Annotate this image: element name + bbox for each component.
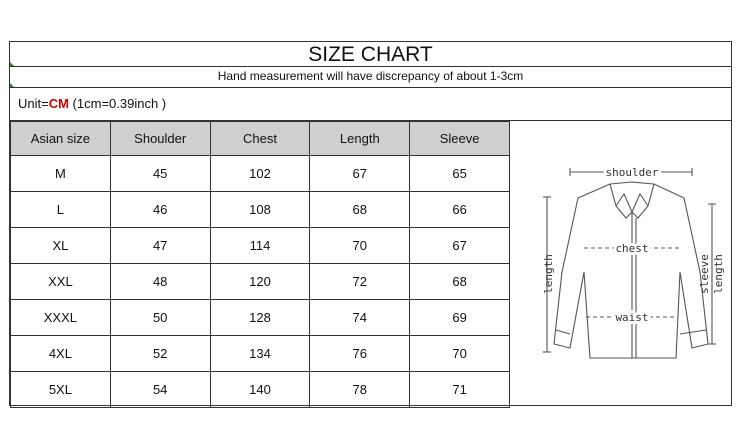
cell-length: 70: [310, 228, 410, 264]
cell-sleeve: 71: [410, 372, 510, 408]
chart-title: SIZE CHART: [10, 42, 731, 67]
waist-label: waist: [615, 311, 649, 324]
cell-size: 4XL: [11, 336, 111, 372]
unit-prefix: Unit=: [18, 96, 49, 111]
table-row: [11, 300, 510, 336]
unit-line: [10, 87, 731, 121]
table-row: [11, 228, 510, 264]
cell-length: 78: [310, 372, 410, 408]
cell-sleeve: 66: [410, 192, 510, 228]
cell-length: 74: [310, 300, 410, 336]
cell-shoulder: 47: [110, 228, 210, 264]
cell-chest: 140: [210, 372, 310, 408]
unit-suffix: (1cm=0.39inch ): [68, 96, 167, 111]
measurement-note: Hand measurement will have discrepancy of about 1-3cm: [10, 66, 731, 88]
cell-chest: 134: [210, 336, 310, 372]
cell-length: 67: [310, 156, 410, 192]
cell-size: 5XL: [11, 372, 111, 408]
cell-length: 72: [310, 264, 410, 300]
header-length: Length: [310, 122, 410, 156]
table-row: [11, 336, 510, 372]
header-shoulder: Shoulder: [110, 122, 210, 156]
table-row: [11, 192, 510, 228]
cell-length: 68: [310, 192, 410, 228]
cell-sleeve: 70: [410, 336, 510, 372]
cell-size: XXL: [11, 264, 111, 300]
cell-shoulder: 50: [110, 300, 210, 336]
header-chest: Chest: [210, 122, 310, 156]
cell-shoulder: 46: [110, 192, 210, 228]
cell-shoulder: 54: [110, 372, 210, 408]
cell-size: M: [11, 156, 111, 192]
cell-chest: 108: [210, 192, 310, 228]
cell-shoulder: 52: [110, 336, 210, 372]
size-table: [10, 121, 510, 408]
cell-chest: 102: [210, 156, 310, 192]
chest-label: chest: [615, 242, 649, 255]
sleeve-label-2: length: [712, 254, 725, 294]
cell-sleeve: 67: [410, 228, 510, 264]
unit-value: CM: [48, 96, 69, 111]
cell-shoulder: 48: [110, 264, 210, 300]
cell-size: XXXL: [11, 300, 111, 336]
table-row: [11, 264, 510, 300]
sleeve-label-1: sleeve: [698, 254, 711, 294]
cell-chest: 128: [210, 300, 310, 336]
cell-size: L: [11, 192, 111, 228]
cell-shoulder: 45: [110, 156, 210, 192]
cell-sleeve: 69: [410, 300, 510, 336]
corner-tick-icon: [10, 83, 14, 87]
shirt-measurement-diagram: [512, 122, 731, 405]
table-row: [11, 156, 510, 192]
header-asian-size: Asian size: [11, 122, 111, 156]
table-row: [11, 372, 510, 408]
cell-sleeve: 65: [410, 156, 510, 192]
cell-size: XL: [11, 228, 111, 264]
cell-length: 76: [310, 336, 410, 372]
corner-tick-icon: [10, 62, 14, 66]
table-header-row: [11, 122, 510, 156]
shoulder-label: shoulder: [605, 166, 659, 179]
header-sleeve: Sleeve: [410, 122, 510, 156]
size-chart: [9, 41, 732, 406]
length-label: length: [542, 254, 555, 294]
cell-chest: 120: [210, 264, 310, 300]
cell-chest: 114: [210, 228, 310, 264]
cell-sleeve: 68: [410, 264, 510, 300]
